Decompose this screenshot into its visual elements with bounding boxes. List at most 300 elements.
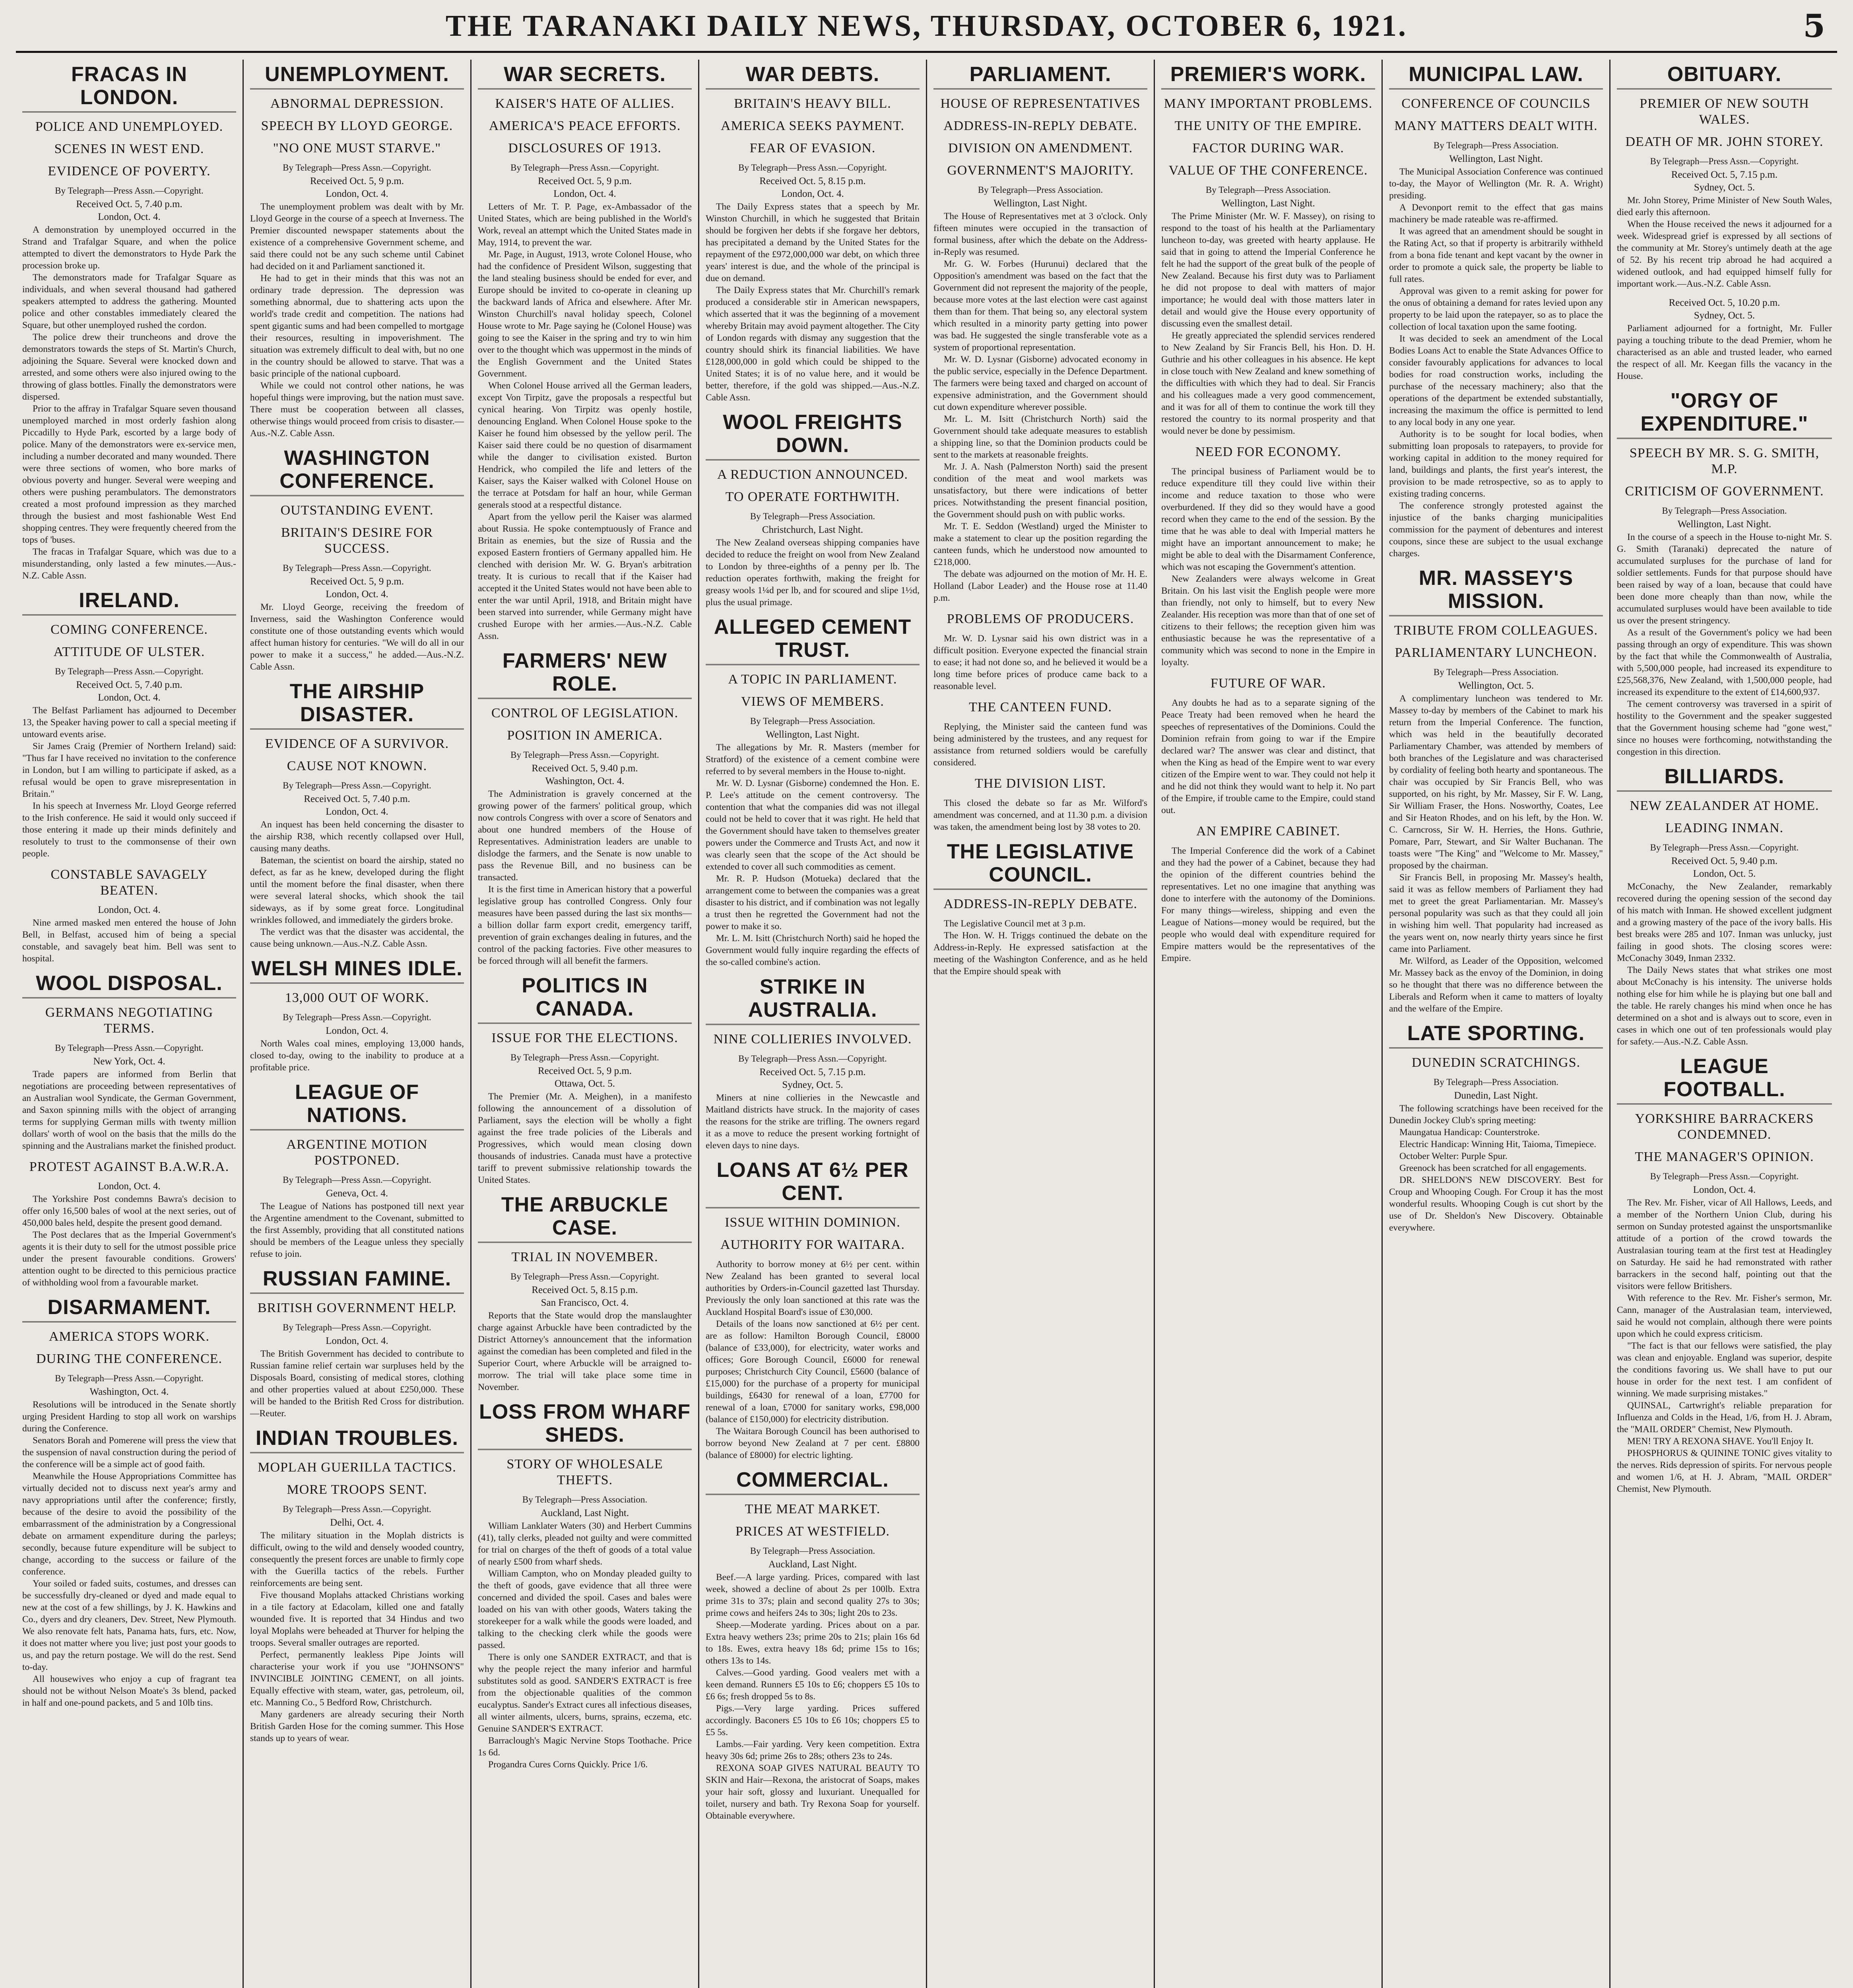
article [706, 975, 920, 1151]
article [250, 63, 464, 439]
article-subheading: ADDRESS-IN-REPLY DEBATE. [943, 897, 1137, 911]
dateline: Dunedin, Last Night. [1454, 1090, 1538, 1101]
article-paragraph: The Waitara Borough Council has been authorised to borrow beyond New Zealand at 7 per cent. £8800 (balance of £8000) for electric lighting. [706, 1426, 920, 1460]
article-subheading: THE MEAT MARKET. [745, 1502, 881, 1516]
article-subheading: CONTROL OF LEGISLATION. [491, 706, 679, 720]
article-subheading: POLICE AND UNEMPLOYED. [35, 119, 223, 134]
dateline: London, Oct. 4. [98, 212, 161, 222]
article-subheading: AMERICA'S PEACE EFFORTS. [489, 118, 681, 133]
article-subheading: PREMIER OF NEW SOUTH WALES. [1640, 96, 1809, 127]
dateline: London, Oct. 4. [781, 188, 844, 199]
wire-credit: By Telegraph—Press Assn.—Copyright. [510, 750, 659, 760]
article-heading: WELSH MINES IDLE. [250, 957, 464, 984]
masthead-title: THE TARANAKI DAILY NEWS, THURSDAY, OCTOBER 6, 1921. [445, 9, 1408, 43]
article-subheading: ADDRESS-IN-REPLY DEBATE. [943, 118, 1137, 133]
article-paragraph: Authority is to be sought for local bodies, when submitting loan proposals to ratepayers, to provide for working capital in addition to the money required for land, buildings and plants, the first year's interest, the provision to be made retrospective, so as to apply to existing trading concerns. [1389, 429, 1603, 499]
article-paragraph: Mr. Page, in August, 1913, wrote Colonel House, who had the confidence of President Wilson, suggesting that the land stealing business should be ended for ever, and Europe should be invited to co-operate in cleaning up the backward lands of Africa and elsewhere. After Mr. Winston Churchill's naval holiday speech, Colonel House wrote to Mr. Page saying he (Colonel House) was going to see the Kaiser in the spring and try to win him over to the thought which was uppermost in the minds of the English Government and the United States Government. [478, 249, 692, 379]
dateline: Washington, Oct. 4. [89, 1386, 169, 1397]
dateline: London, Oct. 4. [1693, 1184, 1756, 1195]
wire-credit: By Telegraph—Press Association. [978, 185, 1103, 195]
article-paragraph: The conference strongly protested against the injustice of the banks charging municipalities commission for the payment of debentures and interest coupons, since these are subject to the usual exchange charges. [1389, 501, 1603, 559]
wire-credit: By Telegraph—Press Association. [1662, 506, 1787, 516]
article [933, 611, 1147, 692]
article-subheading: THE DIVISION LIST. [975, 776, 1106, 791]
article [478, 1400, 692, 1771]
wire-credit: By Telegraph—Press Assn.—Copyright. [1650, 1171, 1799, 1181]
article-heading: ALLEGED CEMENT TRUST. [706, 615, 920, 665]
article-subheading: 13,000 OUT OF WORK. [285, 990, 429, 1005]
article [250, 680, 464, 950]
article [478, 974, 692, 1186]
article-subheading: NINE COLLIERIES INVOLVED. [713, 1032, 912, 1046]
wire-credit: By Telegraph—Press Assn.—Copyright. [1650, 843, 1799, 852]
article [250, 447, 464, 673]
article-subheading: THE MANAGER'S OPINION. [1635, 1149, 1814, 1164]
article-paragraph: Senators Borah and Pomerene will press the view that the suspension of naval construction during the period of the conference will be a simple act of good faith. [22, 1435, 236, 1470]
article-paragraph: The military situation in the Moplah districts is difficult, owing to the wild and densely wooded country, consequently the present forces are unable to firmly cope with the Guerilla tactics of the rebels. Further reinforcements are being sent. [250, 1530, 464, 1588]
article-paragraph: Sheep.—Moderate yarding. Prices about on a par. Extra heavy wethers 23s; prime 20s to 21s; plain 16s 6d to 18s. Ewes, extra heavy 18s 6d; prime 15s to 16s; others 13s to 14s. [706, 1620, 920, 1666]
article-paragraph: The Legislative Council met at 3 p.m. [944, 918, 1086, 929]
wire-credit: By Telegraph—Press Assn.—Copyright. [283, 780, 431, 790]
article-paragraph: A complimentary luncheon was tendered to Mr. Massey to-day by members of the Cabinet to mark his return from the Imperial Conference. The function, which was held in the beautifully decorated Parliamentary Chamber, was attended by members of both branches of the Legislature and was characterised by cordiality of feeling both hearty and spontaneous. The chair was occupied by Sir Francis Bell, who was supported, on his right, by Mr. Massey, Sir F. W. Lang, Sir William Fraser, the Hons. Nosworthy, Coates, Lee and Sir Heaton Rhodes, and on his left, by the Hon. W. C. Carncross, Sir W. H. Herries, the Hons. Guthrie, Pomare, Parr, Stewart, and Sir Walter Buchanan. The toasts were "The King" and "Welcome to Mr. Massey," proposed by the chairman. [1389, 693, 1603, 871]
article-heading: THE LEGISLATIVE COUNCIL. [933, 840, 1147, 890]
article [933, 840, 1147, 977]
article [1617, 765, 1832, 1048]
article-paragraph: Your soiled or faded suits, costumes, and dresses can be successfully dry-cleaned or dyed and made equal to new at the cost of a few shillings, by J. K. Hawkins and Co., dyers and dry cleaners, Dev. Street, New Plymouth. We also renovate felt hats, Panama hats, furs, etc. Now, it does not matter where you live; just post your goods to us, and pay the return postage. We will do the rest. Send to-day. [22, 1578, 236, 1672]
article-heading: PARLIAMENT. [933, 63, 1147, 89]
masthead [16, 0, 1837, 53]
article-subheading: COMING CONFERENCE. [50, 622, 208, 637]
article-paragraph: Greenock has been scratched for all engagements. [1399, 1163, 1587, 1173]
dateline: Wellington, Last Night. [1449, 153, 1543, 164]
dateline: Wellington, Last Night. [1677, 519, 1772, 530]
article-paragraph: Mr. W. D. Lysnar (Gisborne) condemned the Hon. E. P. Lee's attitude on the cement controversy. The contention that what the companies did was not illegal could not be held to cover that it was right. He held that the Government should have taken to themselves greater powers under the Commerce and Trusts Act, and now it was clearly seen that the scope of the Act should be extended to cover all such commodities as cement. [706, 778, 920, 872]
article-subheading: PARLIAMENTARY LUNCHEON. [1395, 645, 1597, 660]
article-paragraph: North Wales coal mines, employing 13,000 hands, closed to-day, owing to the inability to produce at a profitable price. [250, 1039, 464, 1073]
article-subheading: SPEECH BY MR. S. G. SMITH, M.P. [1629, 446, 1820, 476]
article-paragraph: DR. SHELDON'S NEW DISCOVERY. Best for Croup and Whooping Cough. For Croup it has the most wonderful results. Whooping Cough is cut short by the use of Dr. Sheldon's New Discovery. Obtainable everywhere. [1389, 1175, 1603, 1233]
article-paragraph: Sir James Craig (Premier of Northern Ireland) said: "Thus far I have received no invitation to the conference in London, but I am willing to participate if asked, as a refusal would be open to grave misrepresentation in Britain." [22, 741, 236, 799]
article [1617, 297, 1832, 382]
article-paragraph: Reports that the State would drop the manslaughter charge against Arbuckle have been contradicted by the District Attorney's announcement that the information against the comedian has been completed and filed in the Superior Court, where Arbuckle will be arraigned to-morrow. The trial will take place some time in November. [478, 1310, 692, 1392]
dateline: Received Oct. 5, 10.20 p.m. [1669, 297, 1780, 308]
article-heading: PREMIER'S WORK. [1161, 63, 1375, 89]
article-subheading: DUNEDIN SCRATCHINGS. [1411, 1055, 1581, 1070]
article-subheading: NEW ZEALANDER AT HOME. [1630, 798, 1819, 813]
article-subheading: VALUE OF THE CONFERENCE. [1168, 163, 1368, 178]
article-heading: DISARMAMENT. [22, 1296, 236, 1322]
article-heading: "ORGY OF EXPENDITURE." [1617, 389, 1832, 439]
article-paragraph: Barraclough's Magic Nervine Stops Toothache. Price 1s 6d. [478, 1736, 692, 1758]
article-paragraph: The House of Representatives met at 3 o'clock. Only fifteen minutes were occupied in the transaction of formal business, after which the debate on the Address-in-Reply was resumed. [933, 211, 1147, 257]
article-paragraph: The unemployment problem was dealt with by Mr. Lloyd George in the course of a speech at Inverness. The Premier discounted newspaper statements about the existence of a comprehensive Government scheme, and said there could not be any such scheme until Cabinet had decided on it and Parliament sanctioned it. [250, 202, 464, 272]
article-heading: WAR DEBTS. [706, 63, 920, 89]
article [250, 957, 464, 1074]
columns [16, 60, 1841, 1988]
article-heading: INDIAN TROUBLES. [250, 1427, 464, 1453]
article-paragraph: Authority to borrow money at 6½ per cent. within New Zealand has been granted to several local authorities by Orders-in-Council gazetted last Thursday. Previously the only loan sanctioned at this rate was the Auckland Hospital Board's issue of £30,000. [706, 1259, 920, 1317]
article-subheading: CONFERENCE OF COUNCILS [1401, 96, 1591, 111]
dateline: Washington, Oct. 4. [545, 776, 625, 786]
article-subheading: ISSUE WITHIN DOMINION. [725, 1215, 900, 1230]
article-paragraph: An inquest has been held concerning the disaster to the airship R38, which recently collapsed over Hull, causing many deaths. [250, 819, 464, 854]
column-1 [16, 60, 244, 1988]
article [478, 1193, 692, 1393]
article-paragraph: A Devonport remit to the effect that gas mains machinery be made rateable was re-affirmed. [1389, 202, 1603, 225]
article-paragraph: "The fact is that our fellows were satisfied, the play was clean and enjoyable. England was superior, despite the conditions favoring us. We shall have to put our house in order for the next test. I am confident of winning. We made surprising mistakes." [1617, 1341, 1832, 1399]
article-subheading: A REDUCTION ANNOUNCED. [717, 467, 908, 482]
article [706, 615, 920, 968]
article-subheading: PRICES AT WESTFIELD. [735, 1524, 890, 1539]
article-subheading: PROBLEMS OF PRODUCERS. [947, 612, 1134, 626]
article-heading: FARMERS' NEW ROLE. [478, 649, 692, 699]
article-paragraph: The Rev. Mr. Fisher, vicar of All Hallows, Leeds, and a member of the Northern Union Club, during his sermon on Sunday protested against the unsportsmanlike attitude of a portion of the crowd towards the Australasian touring team at the first test at Headingley on Saturday. He said he had remonstrated with rather barrackers in the second half, pointing out that the visitors were fellow Britishers. [1617, 1198, 1832, 1291]
article-paragraph: As a result of the Government's policy we had been passing through an orgy of expenditure. This was shown by the fact that while the Commonwealth of Australia, with 5,500,000 people, had increased its expenditure to £25,568,376, New Zealand, with 1,500,000 people, had increased its expenditure to the extent of £14,600,937. [1617, 627, 1832, 697]
article-paragraph: Calves.—Good yarding. Good vealers met with a keen demand. Runners £5 10s to £6; choppers £5 10s to £6 6s; fresh dropped 5s to 8s. [706, 1668, 920, 1702]
wire-credit: By Telegraph—Press Association. [750, 716, 875, 726]
article-paragraph: Mr. Lloyd George, receiving the freedom of Inverness, said the Washington Conference would constitute one of those outstanding events which would affect human history for centuries. "We will do all in our power to make it a success," he added.—Aus.-N.Z. Cable Assn. [250, 602, 464, 672]
article-subheading: OUTSTANDING EVENT. [280, 503, 434, 518]
article-paragraph: While we could not control other nations, he was hopeful things were improving, but the nation must save. There must be cooperation between all classes, otherwise things would proceed from crisis to disaster.—Aus.-N.Z. Cable Assn. [250, 381, 464, 439]
article-heading: LATE SPORTING. [1389, 1022, 1603, 1048]
article-paragraph: Any doubts he had as to a separate signing of the Peace Treaty had been removed when he heard the speeches of representatives of the Dominions. Could the Dominion refrain from going to war if the Empire declared war? The answer was clear and distinct, that when the King as head of the Empire went to war every citizen of the Empire went to war. They could not help it and he did not think they would want to help it. No part of the Empire, if trouble came to the Empire, could stand out. [1161, 698, 1375, 815]
article-paragraph: The allegations by Mr. R. Masters (member for Stratford) of the existence of a cement combine were referred to by several members in the House to-night. [706, 742, 920, 777]
article-paragraph: Beef.—A large yarding. Prices, compared with last week, showed a decline of about 2s per 100lb. Extra prime 31s to 37s; plain and second quality 27s to 30s; prime cows and heifers 24s to 30s; light 20s to 23s. [706, 1572, 920, 1618]
dateline: London, Oct. 4. [98, 1181, 161, 1192]
article-paragraph: Many gardeners are already securing their North British Garden Hose for the coming summer. This Hose stands up to years of wear. [250, 1709, 464, 1743]
wire-credit: By Telegraph—Press Association. [1205, 185, 1331, 195]
article-subheading: CAUSE NOT KNOWN. [287, 759, 427, 773]
article [22, 589, 236, 860]
dateline: Sydney, Oct. 5. [782, 1079, 843, 1090]
article-paragraph: The League of Nations has postponed till next year the Argentine amendment to the Covenant, submitted to the first Assembly, providing that all constituted nations should be members of the League unless they specially refuse to join. [250, 1201, 464, 1259]
article-paragraph: It was agreed that an amendment should be sought in the Rating Act, so that if property is arbitrarily withheld from a bona fide tenant and kept vacant by the owner in order to promote a quick sale, the property be liable to full rates. [1389, 226, 1603, 284]
article-paragraph: The Administration is gravely concerned at the growing power of the farmers' political group, which now controls Congress with over a score of Senators and about one hundred members of the House of Representatives. Administration leaders are unable to dislodge the farmers, and the Senate is now unable to pass the Revenue Bill, and no business can be transacted. [478, 789, 692, 883]
article-subheading: SPEECH BY LLOYD GEORGE. [261, 118, 453, 133]
article-paragraph: Sir Francis Bell, in proposing Mr. Massey's health, said it was as fellow members of Parliament they had met to greet the great Parliamentarian. Mr. Massey's personal popularity was such as that they could all join in wishing him well. That popularity had increased as the years went on, now nearly thirty years since he first came into Parliament. [1389, 872, 1603, 954]
article-paragraph: A demonstration by unemployed occurred in the Strand and Trafalgar Square, and when the police attempted to divert the demonstrators to Hyde Park the procession broke up. [22, 225, 236, 271]
article-heading: OBITUARY. [1617, 63, 1832, 89]
article [22, 1296, 236, 1709]
article-heading: BILLIARDS. [1617, 765, 1832, 792]
article-subheading: MANY MATTERS DEALT WITH. [1394, 118, 1598, 133]
article [478, 649, 692, 967]
column-4 [699, 60, 927, 1988]
dateline: Received Oct. 5, 7.40 p.m. [76, 199, 182, 210]
dateline: Received Oct. 5, 9 p.m. [537, 1066, 632, 1076]
article [22, 972, 236, 1152]
article-subheading: TRIAL IN NOVEMBER. [511, 1250, 658, 1264]
article-paragraph: The Daily Express states that a speech by Mr. Winston Churchill, in which he suggested that Britain should be forgiven her debts if she forgave her debtors, has precipitated a demand by the United States for the repayment of the £972,000,000 war debt, on which three years' interest is due, and the whole of the principal is due on demand. [706, 202, 920, 283]
article-paragraph: The Daily Express states that Mr. Churchill's remark produced a considerable stir in American newspapers, which asserted that it was the beginning of a movement whereby Britain may avoid payment altogether. The City of London regards with dismay any suggestion that the country should shirk its financial liabilities. We have £128,000,000 in gold which could be shipped to the United States; it is of no value here, and it would be better, therefore, if the gold was shipped.—Aus.-N.Z. Cable Assn. [706, 285, 920, 403]
article-paragraph: QUINSAL, Cartwright's reliable preparation for Influenza and Colds in the Head, 1/6, from H. J. Abram, the "MAIL ORDER" Chemist, New Plymouth. [1617, 1400, 1832, 1435]
article-paragraph: The debate was adjourned on the motion of Mr. H. E. Holland (Labor Leader) and the House rose at 11.40 p.m. [933, 569, 1147, 603]
article-heading: WOOL FREIGHTS DOWN. [706, 411, 920, 460]
article-paragraph: New Zealanders were always welcome in Great Britain. On his last visit the English people were more than friendly, not only to himself, but to every New Zealander. His reception was more than that of one set of citizens to their fellows; the reception given him was enthusiastic because he was the representative of a community which was second to none in the Empire in loyalty. [1161, 574, 1375, 668]
article-subheading: PROTEST AGAINST B.A.W.R.A. [29, 1159, 229, 1174]
wire-credit: By Telegraph—Press Assn.—Copyright. [738, 1054, 887, 1064]
article-paragraph: McConachy, the New Zealander, remarkably recovered during the opening session of the second day of his match with Inman. He showed excellent judgment and a growing mastery of the pace of the ivory balls. His best breaks were 285 and 107. Inman was unlucky, just failing in good shots. The closing scores were: McConachy 3049, Inman 2332. [1617, 881, 1832, 963]
article-subheading: HOUSE OF REPRESENTATIVES [940, 96, 1141, 111]
article-heading: UNEMPLOYMENT. [250, 63, 464, 89]
dateline: Auckland, Last Night. [768, 1559, 857, 1570]
article-subheading: EVIDENCE OF POVERTY. [48, 164, 211, 179]
article-subheading: SCENES IN WEST END. [54, 142, 204, 156]
article-paragraph: All housewives who enjoy a cup of fragrant tea should not be without Nelson Moate's 3s blend, packed in half and one-pound packets, and 5 and 10lb tins. [22, 1674, 236, 1708]
article-paragraph: It was decided to seek an amendment of the Local Bodies Loans Act to enable the State Advances Office to consider favourably applications for advances to local bodies for road construction works, including the purchase of the necessary machinery; also that the operations of the department be extended substantially, increasing the maximum the office is permitted to lend to any local body in any one year. [1389, 334, 1603, 427]
dateline: Delhi, Oct. 4. [330, 1517, 384, 1528]
article [706, 1468, 920, 1822]
article-paragraph: Mr. R. P. Hudson (Motueka) declared that the arrangement come to between the companies was a great disaster to his district, and if combination was not legally a trust then he regretted the Government had not the power to make it so. [706, 874, 920, 932]
article-paragraph: The Yorkshire Post condemns Bawra's decision to offer only 16,500 bales of wool at the next series, out of 450,000 bales held, despite the present good demand. [22, 1194, 236, 1228]
article-paragraph: Resolutions will be introduced in the Senate shortly urging President Harding to stop all work on warships during the Conference. [22, 1400, 236, 1434]
article-paragraph: Letters of Mr. T. P. Page, ex-Ambassador of the United States, which are being published in the World's Work, reveal an attempt which the United States made in May, 1914, to prevent the war. [478, 202, 692, 248]
article-paragraph: MEN! TRY A REXONA SHAVE. You'll Enjoy It. [1627, 1436, 1814, 1446]
dateline: London, Oct. 4. [553, 188, 616, 199]
article-paragraph: The British Government has decided to contribute to Russian famine relief certain war surpluses held by the Disposals Board, consisting of medical stores, clothing and other properties valued at about £250,000. These will be handed to the British Red Cross for distribution.—Reuter. [250, 1349, 464, 1419]
article-paragraph: Meanwhile the House Appropriations Committee has virtually decided not to discuss next year's army and navy appropriations until after the conference; firstly, because of the desire to avoid the possibility of the embarrassment of the administration by a Congressional debate on armament expenditure during the parleys; secondly, because future expenditure will be subject to change, according to the success or failure of the conference. [22, 1471, 236, 1577]
wire-credit: By Telegraph—Press Assn.—Copyright. [510, 1052, 659, 1062]
dateline: Wellington, Last Night. [766, 729, 860, 740]
article-paragraph: Mr. L. M. Isitt (Christchurch North) said he hoped the Government would fully inquire regarding the effects of the so-called combine's action. [706, 933, 920, 967]
article-paragraph: The Daily News states that what strikes one most about McConachy is his intensity. The universe holds nothing else for him while he is playing but one ball and the table. He rarely changes his mind when once he has determined on a shot and is always out to score, even in cases in which one out of ten professionals would play for safety.—Aus.-N.Z. Cable Assn. [1617, 965, 1832, 1047]
article-subheading: NEED FOR ECONOMY. [1195, 445, 1341, 459]
wire-credit: By Telegraph—Press Assn.—Copyright. [55, 1043, 204, 1053]
article-paragraph: October Welter: Purple Spur. [1399, 1151, 1508, 1161]
dateline: Received Oct. 5, 8.15 p.m. [759, 176, 866, 186]
article [1389, 63, 1603, 559]
dateline: Wellington, Oct. 5. [1458, 680, 1534, 691]
article-paragraph: Apart from the yellow peril the Kaiser was alarmed about Russia. He spoke contemptuously of France and Britain as enemies, but the size of Russia and the exposed Eastern frontiers of Germany appalled him. He clenched with derision Mr. W. G. Bryan's arbitration treaty. It is curious to recall that if the Kaiser had accepted it the United States would not have been able to enter the war until April, 1918, and Britain might have been starved into surrender, while Germany might have crushed Europe with her armies.—Aus.-N.Z. Cable Assn. [478, 512, 692, 641]
article-subheading: DEATH OF MR. JOHN STOREY. [1625, 134, 1824, 149]
article-paragraph: There is only one SANDER EXTRACT, and that is why the people reject the many inferior and harmful substitutes sold as good. SANDER'S EXTRACT is free from the objectionable qualities of the common eucalyptus. Sander's Extract cures all infectious diseases, all winter ailments, ulcers, burns, sprains, eczema, etc. Genuine SANDER'S EXTRACT. [478, 1652, 692, 1734]
article-paragraph: Approval was given to a remit asking for power for the onus of obtaining a demand for rates levied upon any property to be laid upon the ratepayer, so as to place the collection of local taxation upon the same footing. [1389, 286, 1603, 332]
article-subheading: BRITAIN'S HEAVY BILL. [734, 96, 891, 111]
article-paragraph: Mr. W. D. Lysnar said his own district was in a difficult position. Everyone expected the financial strain to ease; it had not done so, and he believed it would be a long time before prices of produce came back to a reasonable level. [933, 633, 1147, 691]
article-paragraph: The Hon. W. H. Triggs continued the debate on the Address-in-Reply. He expressed satisfaction at the meeting of the Washington Conference, and as he held that the Empire should speak with [933, 930, 1147, 977]
article-paragraph: In the course of a speech in the House to-night Mr. S. G. Smith (Taranaki) deprecated the nature of accumulated surpluses for the purchase of land for soldier settlements. Funds for that purpose should have been raised by way of a loan, because that could have been done more cheaply than than now, while the accumulated surpluses would have been available to tide us over the present stringency. [1617, 532, 1832, 626]
wire-credit: By Telegraph—Press Assn.—Copyright. [1650, 156, 1799, 166]
article [478, 63, 692, 642]
wire-credit: By Telegraph—Press Association. [1433, 667, 1559, 677]
dateline: Auckland, Last Night. [540, 1508, 629, 1518]
article-paragraph: Miners at nine collieries in the Newcastle and Maitland districts have struck. In the majority of cases the reasons for the strike are trifling. The owners regard it as a move to reduce the present working fortnight of eleven days to nine days. [706, 1093, 920, 1151]
column-7 [1383, 60, 1610, 1988]
article-paragraph: Electric Handicap: Winning Hit, Taioma, Timepiece. [1399, 1139, 1597, 1149]
dateline: San Francisco, Oct. 4. [541, 1297, 629, 1308]
article [933, 699, 1147, 769]
article-subheading: GOVERNMENT'S MAJORITY. [947, 163, 1134, 178]
article-paragraph: The Post declares that as the Imperial Government's agents it is their duty to sell for the utmost possible price under the present favourable conditions. Growers' attention ought to be directed to this pernicious practice of withholding wool from a favourable market. [22, 1230, 236, 1288]
article-subheading: ARGENTINE MOTION POSTPONED. [286, 1137, 428, 1168]
dateline: London, Oct. 4. [326, 1025, 388, 1036]
article-subheading: ATTITUDE OF ULSTER. [53, 645, 205, 659]
article-paragraph: PHOSPHORUS & QUININE TONIC gives vitality to the nerves. Rids depression of spirits. For nervous people and women 1/6, at H. J. Abram, "MAIL ORDER" Chemist, New Plymouth. [1617, 1448, 1832, 1494]
article-paragraph: The Premier (Mr. A. Meighen), in a manifesto following the announcement of a dissolution of Parliament, says the election will be wholly a fight against the free trade policies of the Liberals and Progressives, which would mean closing down thousands of industries. Canada must have a protective tariff to prevent submissive relationship towards the United States. [478, 1091, 692, 1185]
article-paragraph: Details of the loans now sanctioned at 6½ per cent. are as follow: Hamilton Borough Council, £8000 (balance of £33,000), for electricity, water works and offices; Gore Borough Council, £6000 for renewal purposes; Christchurch City Council, £5600 (balance of £15,000) for the purchase of a property for municipal buildings, £6430 for renewal of a loan, £7700 for renewal of a loan, £7000 for sanitary works, £98,000 (balance of £150,000) for electricity distribution. [706, 1319, 920, 1425]
article-paragraph: Mr. John Storey, Prime Minister of New South Wales, died early this afternoon. [1617, 195, 1832, 217]
article-paragraph: He had to get in their minds that this was not an ordinary trade depression. The depression was something abnormal, due to shattering acts upon the world's trade credit and competition. The nations had spent gigantic sums and had been compelled to mortgage their resources, resulting in impoverishment. The situation was extremely difficult to deal with, but no one in the country should be allowed to starve. That was a basic principle of the national cupboard. [250, 273, 464, 379]
article-paragraph: The Municipal Association Conference was continued to-day, the Mayor of Wellington (Mr. R. A. Wright) presiding. [1389, 167, 1603, 201]
article-heading: LOANS AT 6½ PER CENT. [706, 1159, 920, 1208]
article-subheading: AMERICA SEEKS PAYMENT. [721, 118, 904, 133]
article-paragraph: Mr. L. M. Isitt (Christchurch North) said the Government should take adequate measures to establish a shipping line, so that the Dominion products could be sent to the markets at reasonable freights. [933, 414, 1147, 460]
article-paragraph: The fracas in Trafalgar Square, which was due to a misunderstanding, only lasted a few minutes.—Aus.-N.Z. Cable Assn. [22, 547, 236, 581]
article-paragraph: Mr. W. D. Lysnar (Gisborne) advocated economy in the public service, especially in the Defence Department. The farmers were being taxed and charged on account of expensive administration, and the Government should cut down expenditure wherever possible. [933, 354, 1147, 412]
article-subheading: LEADING INMAN. [1665, 821, 1784, 835]
article [1389, 1022, 1603, 1234]
wire-credit: By Telegraph—Press Association. [1433, 140, 1559, 150]
article-subheading: MANY IMPORTANT PROBLEMS. [1164, 96, 1373, 111]
dateline: Wellington, Last Night. [993, 198, 1087, 209]
article-heading: IRELAND. [22, 589, 236, 615]
dateline: Received Oct. 5, 7.40 p.m. [76, 679, 182, 690]
column-6 [1155, 60, 1383, 1988]
article-subheading: MOPLAH GUERILLA TACTICS. [258, 1460, 456, 1475]
article-subheading: DURING THE CONFERENCE. [36, 1351, 223, 1366]
article [706, 411, 920, 608]
article-paragraph: REXONA SOAP GIVES NATURAL BEAUTY TO SKIN and Hair—Rexona, the aristocrat of Soaps, makes your hair soft, glossy and luxuriant. Unequalled for toilet, nursery and bath. Try Rexona Soap for yourself. Obtainable everywhere. [706, 1763, 920, 1821]
dateline: Received Oct. 5, 7.15 p.m. [759, 1067, 866, 1077]
article-subheading: DISCLOSURES OF 1913. [508, 141, 662, 155]
article-heading: THE AIRSHIP DISASTER. [250, 680, 464, 730]
article-paragraph: Parliament adjourned for a fortnight, Mr. Fuller paying a touching tribute to the dead Premier, whom he characterised as an able and trusted leader, who earned the respect of all. Mr. Keegan fills the vacancy in the House. [1617, 323, 1832, 381]
article-paragraph: When the House received the news it adjourned for a week. Widespread grief is expressed by all sections of the community at Mr. Storey's untimely death at the age of 52. By his recent trip abroad he had acquired a widened outlook, and had equipped himself fully for important work.—Aus.-N.Z. Cable Assn. [1617, 219, 1832, 289]
wire-credit: By Telegraph—Press Assn.—Copyright. [55, 186, 204, 196]
article [706, 63, 920, 404]
article-subheading: THE UNITY OF THE EMPIRE. [1174, 118, 1362, 133]
article [933, 776, 1147, 833]
article-paragraph: The principal business of Parliament would be to reduce expenditure till they could live within their income and reduce taxation to those who were overburdened. If they did so they would have a good record when they came to the end of the session. By the time that he was able to deal with Imperial matters he might have an important announcement to make; he might be able to deal with the Disarmament Conference, which was not escaping the Government's attention. [1161, 466, 1375, 572]
dateline: London, Oct. 4. [98, 692, 161, 703]
dateline: Geneva, Oct. 4. [326, 1188, 388, 1199]
article-paragraph: The Prime Minister (Mr. W. F. Massey), on rising to respond to the toast of his health at the Parliamentary luncheon to-day, was greeted with hearty applause. He said that in going to attend the Imperial Conference he felt he had the support of the great bulk of the people of New Zealand. Because his first duty was to Parliament he did not propose to deal with matters of major importance; he would deal with those matters later in detail and would give the House every opportunity of discussing even the smallest detail. [1161, 211, 1375, 329]
article-paragraph: Progandra Cures Corns Quickly. Price 1/6. [488, 1759, 648, 1770]
dateline: Received Oct. 5, 9 p.m. [310, 576, 404, 587]
dateline: Received Oct. 5, 7.40 p.m. [304, 794, 410, 804]
article-subheading: VIEWS OF MEMBERS. [741, 694, 884, 709]
dateline: Received Oct. 5, 9.40 p.m. [1671, 856, 1778, 866]
dateline: New York, Oct. 4. [93, 1056, 165, 1067]
article-subheading: CRITICISM OF GOVERNMENT. [1625, 484, 1824, 499]
article-heading: THE ARBUCKLE CASE. [478, 1193, 692, 1243]
column-8 [1610, 60, 1838, 1988]
dateline: London, Oct. 4. [98, 905, 161, 915]
article [1389, 567, 1603, 1015]
article-heading: POLITICS IN CANADA. [478, 974, 692, 1024]
column-2 [244, 60, 471, 1988]
page-number: 5 [1803, 7, 1825, 45]
article-paragraph: He greatly appreciated the splendid services rendered to New Zealand by Sir Francis Bell, his Hon. D. H. Guthrie and his other colleagues in his absence. He kept in close touch with New Zealand and knew something of the difficulties with which they had to deal. Sir Francis and his colleagues made a very good commencement, and it was for all of them to continue the work till they restored the country to its normal prosperity and that would never be done by pessimism. [1161, 330, 1375, 436]
wire-credit: By Telegraph—Press Assn.—Copyright. [283, 1322, 431, 1332]
wire-credit: By Telegraph—Press Assn.—Copyright. [55, 1373, 204, 1383]
wire-credit: By Telegraph—Press Assn.—Copyright. [738, 163, 887, 173]
article-subheading: AUTHORITY FOR WAITARA. [720, 1237, 905, 1252]
dateline: Received Oct. 5, 9 p.m. [537, 176, 632, 186]
article [1617, 63, 1832, 290]
article [933, 63, 1147, 604]
article-subheading: A TOPIC IN PARLIAMENT. [728, 672, 897, 687]
article-paragraph: Maungatua Handicap: Counterstroke. [1399, 1127, 1540, 1138]
article-paragraph: It is the first time in American history that a powerful legislative group has controlled Congress. Only four measures have been passed during the last six months—a billion dollar farm export credit, emergency tariff, prevention of grain exchanges dealing in futures, and the control of the packing factories. Five other measures to be forced through will all benefit the farmers. [478, 884, 692, 966]
wire-credit: By Telegraph—Press Association. [1433, 1077, 1559, 1087]
article [1161, 63, 1375, 437]
article-heading: STRIKE IN AUSTRALIA. [706, 975, 920, 1025]
article-subheading: BRITAIN'S DESIRE FOR SUCCESS. [281, 525, 433, 556]
article-heading: WASHINGTON CONFERENCE. [250, 447, 464, 496]
article-subheading: POSITION IN AMERICA. [507, 728, 663, 743]
article-subheading: KAISER'S HATE OF ALLIES. [495, 96, 675, 111]
article-paragraph: Trade papers are informed from Berlin that negotiations are proceeding between representatives of an Australian wool Syndicate, the German Government, and Saxon spinning mills with the object of arranging terms for supplying German mills with twenty million dollars' worth of wool on the basis that the mills do the spinning and the Australians market the finished product. [22, 1069, 236, 1151]
article [1161, 676, 1375, 816]
dateline: Received Oct. 5, 9 p.m. [310, 176, 404, 186]
article-paragraph: Five thousand Moplahs attacked Christians working in a tile factory at Edacolam, killed one and fatally wounded five. It is reported that 34 Hindus and two loyal Moplahs were beheaded at Thurver for helping the troops. Several smaller outrages are reported. [250, 1590, 464, 1648]
dateline: Received Oct. 5, 9.40 p.m. [532, 763, 638, 774]
article-subheading: TO OPERATE FORTHWITH. [725, 489, 900, 504]
article [1617, 1055, 1832, 1495]
dateline: London, Oct. 4. [326, 806, 388, 817]
article-paragraph: The New Zealand overseas shipping companies have decided to reduce the freight on wool from New Zealand to London by three-eighths of a penny per lb. The reduction operates forthwith, making the freight for greasy wools 1¼d per lb, and for scoured and slipe 1½d, plus the usual primage. [706, 538, 920, 608]
article-heading: WOOL DISPOSAL. [22, 972, 236, 998]
article-paragraph: Replying, the Minister said the canteen fund was being administered by the trustees, and any request for assistance from returned soldiers would be carefully considered. [933, 722, 1147, 768]
article-heading: LEAGUE FOOTBALL. [1617, 1055, 1832, 1105]
article-paragraph: The Imperial Conference did the work of a Cabinet and they had the power of a Cabinet, because they had the opinion of the different countries behind the representatives. Let no one imagine that anything was done to interfere with the autonomy of the Dominions. For many things—wireless, shipping and even the League of Nations—money would be required, but the people who would deal with expenditure required for Empire matters would be the representatives of the Empire. [1161, 846, 1375, 963]
article-subheading: AN EMPIRE CABINET. [1196, 824, 1341, 839]
article-subheading: GERMANS NEGOTIATING TERMS. [45, 1005, 213, 1036]
article-heading: MR. MASSEY'S MISSION. [1389, 567, 1603, 616]
article-subheading: FUTURE OF WAR. [1210, 676, 1326, 691]
wire-credit: By Telegraph—Press Assn.—Copyright. [510, 1272, 659, 1281]
article-paragraph: In his speech at Inverness Mr. Lloyd George referred to the Irish conference. He said it would only succeed if those entering it made up their minds definitely and resolutely to trust to the commonsense of their own people. [22, 801, 236, 859]
article [1161, 823, 1375, 964]
dateline: Sydney, Oct. 5. [1694, 310, 1755, 321]
dateline: Sydney, Oct. 5. [1694, 182, 1755, 193]
article-subheading: TRIBUTE FROM COLLEAGUES. [1394, 623, 1598, 638]
article-heading: LEAGUE OF NATIONS. [250, 1081, 464, 1130]
article-paragraph: The demonstrators made for Trafalgar Square as individuals, and when several thousand had gathered speakers attempted to address the gathering. Mounted police and other constables immediately cleared the Square, but other unemployed rushed the cordon. [22, 272, 236, 330]
article-paragraph: The following scratchings have been received for the Dunedin Jockey Club's spring meeting: [1389, 1103, 1603, 1126]
article-paragraph: Pigs.—Very large yarding. Prices suffered accordingly. Baconers £5 10s to £6 10s; choppers £5 to £5 5s. [706, 1703, 920, 1738]
article-paragraph: William Lanklater Waters (30) and Herbert Cummins (41), tally clerks, pleaded not guilty and were committed for trial on charges of the theft of goods of a total value of nearly £500 from wharf sheds. [478, 1521, 692, 1567]
article-subheading: ABNORMAL DEPRESSION. [270, 96, 444, 111]
article-heading: FRACAS IN LONDON. [22, 63, 236, 113]
article [22, 1159, 236, 1289]
article-subheading: YORKSHIRE BARRACKERS CONDEMNED. [1635, 1111, 1814, 1142]
article [250, 1427, 464, 1744]
dateline: Christchurch, Last Night. [762, 524, 863, 535]
article-subheading: THE CANTEEN FUND. [969, 700, 1112, 714]
article-paragraph: The Belfast Parliament has adjourned to December 13, the Speaker having power to call a special meeting if untoward events arise. [22, 705, 236, 740]
column-3 [471, 60, 699, 1988]
article-subheading: FEAR OF EVASION. [749, 141, 876, 155]
wire-credit: By Telegraph—Press Association. [750, 511, 875, 521]
wire-credit: By Telegraph—Press Assn.—Copyright. [283, 163, 431, 173]
article [1161, 444, 1375, 668]
dateline: London, Oct. 4. [326, 188, 388, 199]
article [706, 1159, 920, 1461]
article-subheading: BRITISH GOVERNMENT HELP. [257, 1301, 457, 1315]
article-heading: RUSSIAN FAMINE. [250, 1267, 464, 1294]
wire-credit: By Telegraph—Press Assn.—Copyright. [283, 1504, 431, 1514]
article [22, 867, 236, 965]
dateline: Received Oct. 5, 7.15 p.m. [1671, 169, 1778, 180]
article-paragraph: Perfect, permanently leakless Pipe Joints will characterise your work if you use "JOHNSON'S" INVINCIBLE JOINTING CEMENT, on all joints. Equally effective with steam, water, gas, petroleum, oil, etc. Manning Co., 5 Bedford Row, Christchurch. [250, 1650, 464, 1708]
article-paragraph: Mr. J. A. Nash (Palmerston North) said the present condition of the meat and wool markets was unsatisfactory, but there were indications of better prices. Notwithstanding the present financial position, the Government should push on with public works. [933, 462, 1147, 520]
article [1617, 389, 1832, 758]
article [22, 63, 236, 582]
wire-credit: By Telegraph—Press Assn.—Copyright. [55, 666, 204, 676]
article-subheading: ISSUE FOR THE ELECTIONS. [491, 1031, 678, 1045]
